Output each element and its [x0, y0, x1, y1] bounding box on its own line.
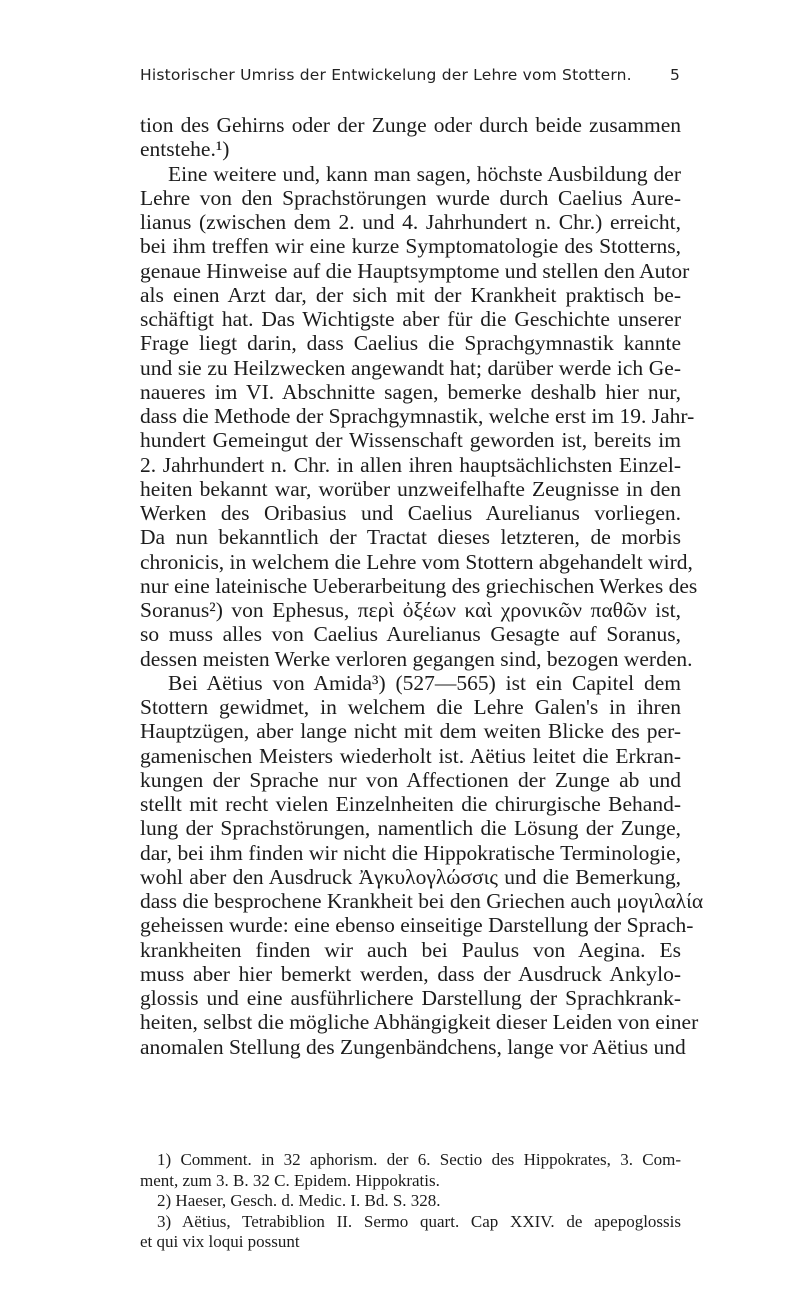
running-head-title: Historischer Umriss der Entwickelung der Lehre vom Stottern.	[140, 66, 632, 84]
body-line: hundert Gemeingut der Wissenschaft geworden ist, bereits im	[140, 428, 681, 453]
body-line: Lehre von den Sprachstörungen wurde durch Caelius Aure-	[140, 185, 681, 210]
body-line: heiten bekannt war, worüber unzweifelhafte Zeugnisse in den	[140, 476, 681, 501]
footnote-line: 1) Comment. in 32 aphorism. der 6. Sectio des Hippokrates, 3. Com-	[157, 1150, 681, 1169]
body-line: muss aber hier bemerkt werden, dass der Ausdruck Ankylo-	[140, 961, 681, 986]
body-line: lianus (zwischen dem 2. und 4. Jahrhundert n. Chr.) erreicht,	[140, 210, 681, 234]
footnote-line: 2) Haeser, Gesch. d. Medic. I. Bd. S. 328.	[157, 1191, 441, 1210]
body-line: Da nun bekanntlich der Tractat dieses letzteren, de morbis	[140, 525, 681, 550]
body-line: 2. Jahrhundert n. Chr. in allen ihren hauptsächlichsten Einzel-	[140, 452, 681, 477]
body-line: heiten, selbst die mögliche Abhängigkeit dieser Leiden von einer	[140, 1010, 699, 1035]
body-line: Eine weitere und, kann man sagen, höchste Ausbildung der	[168, 161, 681, 186]
body-line: als einen Arzt dar, der sich mit der Krankheit praktisch be-	[140, 282, 681, 307]
body-line: geheissen wurde: eine ebenso einseitige Darstellung der Sprach-	[140, 913, 694, 938]
body-line: Werken des Oribasius und Caelius Aurelianus vorliegen.	[140, 501, 681, 525]
footnotes	[140, 1150, 681, 1253]
body-line: Frage liegt darin, dass Caelius die Sprachgymnastik kannte	[140, 331, 681, 356]
body-line: dass die besprochene Krankheit bei den Griechen auch μογιλαλία	[140, 889, 704, 913]
body-line: wohl aber den Ausdruck Ἀγκυλογλώσσις und die Bemerkung,	[140, 864, 681, 889]
body-line: Bei Aëtius von Amida³) (527—565) ist ein Capitel dem	[168, 670, 681, 695]
body-line: dass die Methode der Sprachgymnastik, welche erst im 19. Jahr-	[140, 404, 695, 428]
body-line: dar, bei ihm finden wir nicht die Hippokratische Terminologie,	[140, 840, 681, 865]
body-line: schäftigt hat. Das Wichtigste aber für die Geschichte unserer	[140, 307, 681, 331]
body-line: Soranus²) von Ephesus, περὶ ὀξέων καὶ χρονικῶν παθῶν ist,	[140, 598, 681, 622]
body-line: so muss alles von Caelius Aurelianus Gesagte auf Soranus,	[140, 622, 681, 647]
body-line: stellt mit recht vielen Einzelnheiten die chirurgische Behand-	[140, 792, 681, 816]
body-line: bei ihm treffen wir eine kurze Symptomatologie des Stotterns,	[140, 234, 681, 259]
body-line: naueres im VI. Abschnitte sagen, bemerke deshalb hier nur,	[140, 379, 681, 404]
body-line: Stottern gewidmet, in welchem die Lehre Galen's in ihren	[140, 695, 681, 719]
body-line: und sie zu Heilzwecken angewandt hat; darüber werde ich Ge-	[140, 355, 681, 380]
body-line: genaue Hinweise auf die Hauptsymptome und stellen den Autor	[140, 258, 690, 283]
footnote-line: 3) Aëtius, Tetrabiblion II. Sermo quart. Cap XXIV. de apepoglossis	[157, 1211, 681, 1231]
body-line: Hauptzügen, aber lange nicht mit dem weiten Blicke des per-	[140, 719, 681, 744]
body-line: kungen der Sprache nur von Affectionen der Zunge ab und	[140, 767, 681, 792]
page-number: 5	[669, 66, 680, 84]
body-line: entstehe.¹)	[140, 137, 230, 162]
body-line: lung der Sprachstörungen, namentlich die Lösung der Zunge,	[140, 816, 681, 841]
body-text	[140, 113, 704, 1059]
body-line: glossis und eine ausführlichere Darstellung der Sprachkrank-	[140, 986, 681, 1010]
body-line: tion des Gehirns oder der Zunge oder durch beide zusammen	[140, 113, 681, 137]
body-line: krankheiten finden wir auch bei Paulus von Aegina. Es	[140, 937, 681, 962]
body-line: gamenischen Meisters wiederholt ist. Aëtius leitet die Erkran-	[140, 743, 681, 768]
body-line: dessen meisten Werke verloren gegangen sind, bezogen werden.	[140, 646, 693, 671]
footnote-line: ment, zum 3. B. 32 C. Epidem. Hippokratis.	[140, 1170, 440, 1190]
body-line: anomalen Stellung des Zungenbändchens, lange vor Aëtius und	[140, 1034, 686, 1059]
footnote-line: et qui vix loqui possunt	[140, 1232, 300, 1251]
body-line: nur eine lateinische Ueberarbeitung des griechischen Werkes des	[140, 573, 698, 598]
body-line: chronicis, in welchem die Lehre vom Stottern abgehandelt wird,	[140, 549, 693, 574]
